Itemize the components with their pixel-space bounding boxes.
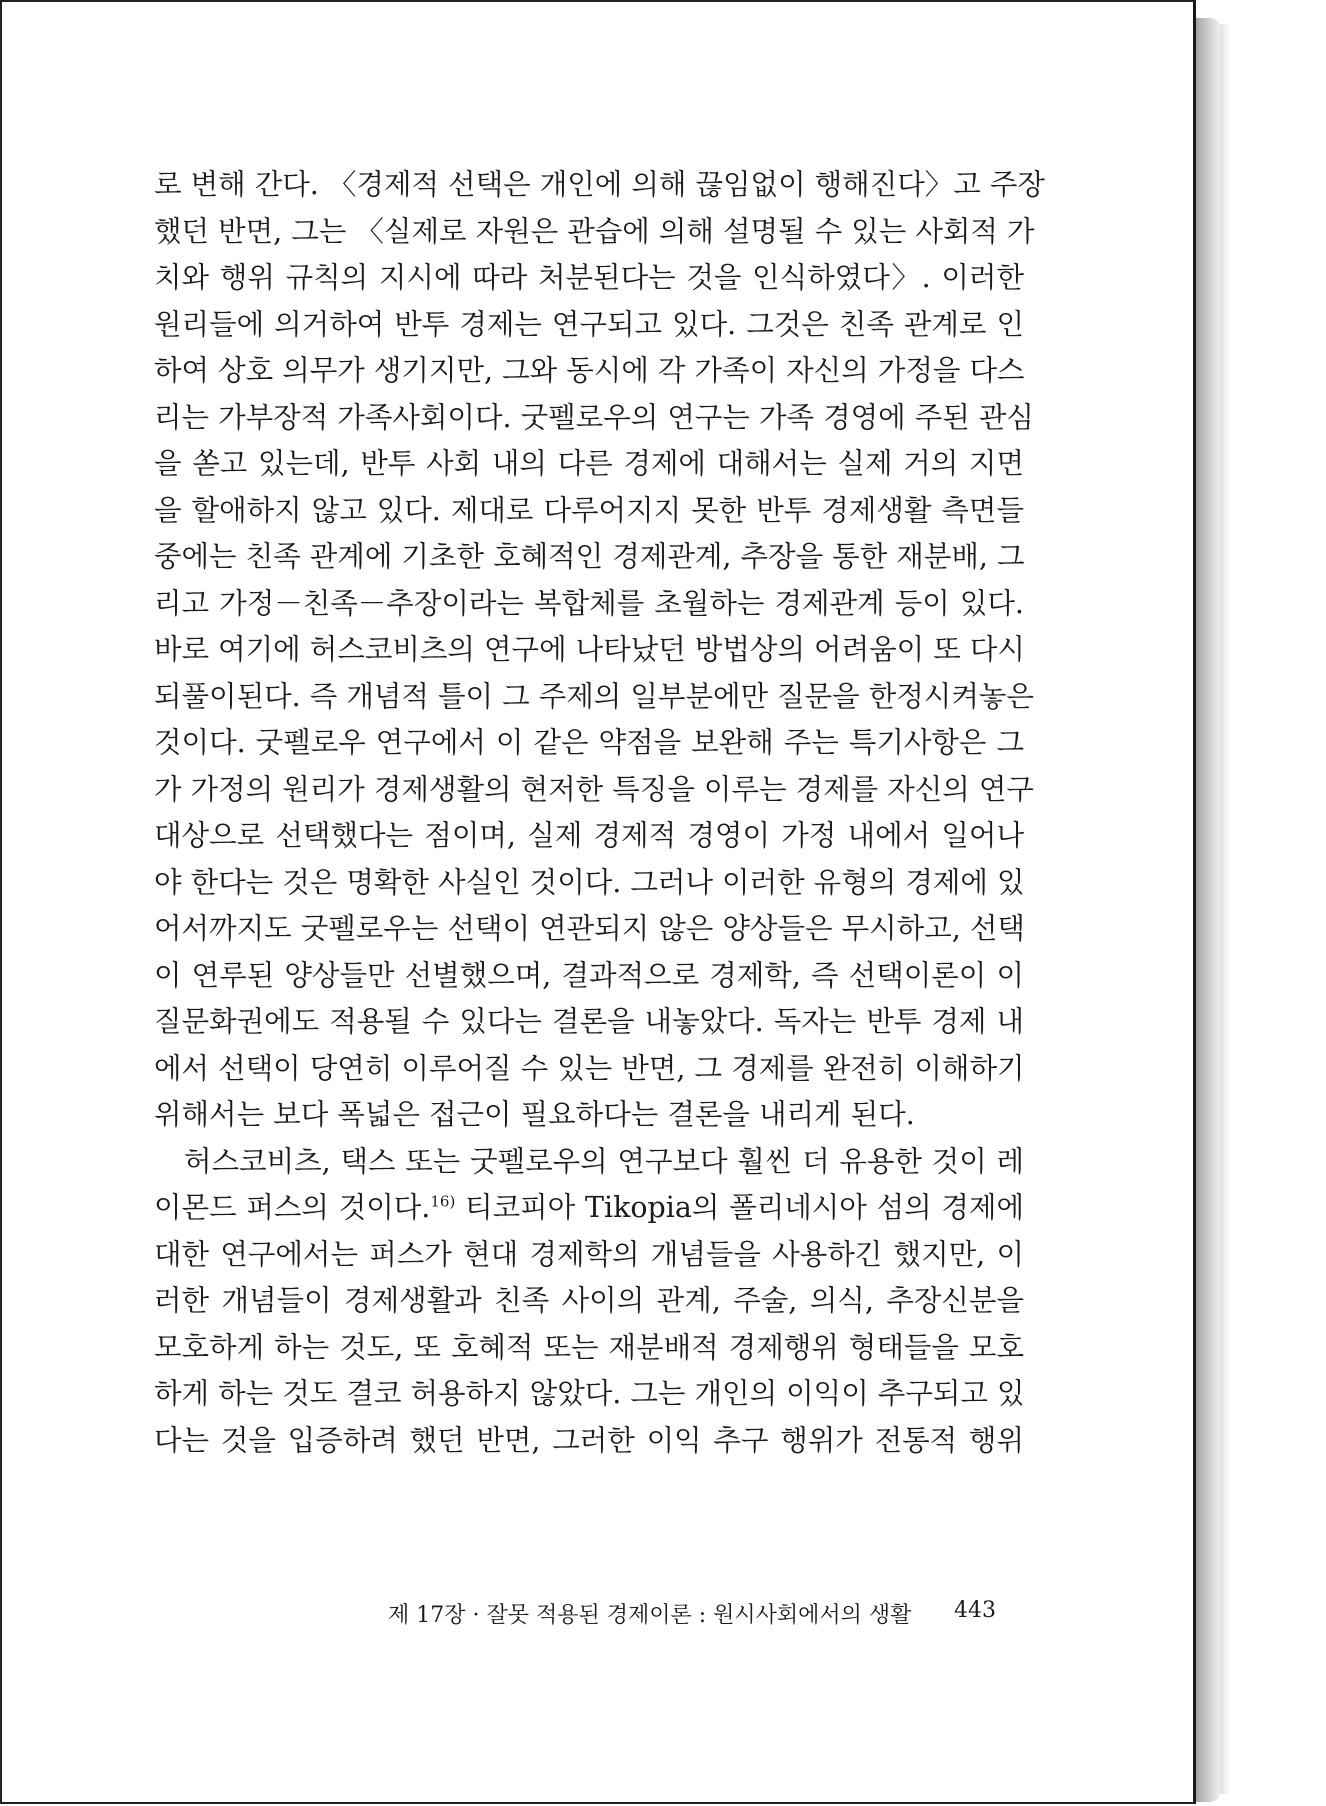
text-line: 대한 연구에서는 퍼스가 현대 경제학의 개념들을 사용하긴 했지만, 이 <box>154 1237 1024 1271</box>
text-line: 다는 것을 입증하려 했던 반면, 그러한 이익 추구 행위가 전통적 행위 <box>154 1423 1024 1457</box>
page-shadow <box>1220 24 1230 1794</box>
text-line: 로 변해 간다. 〈경제적 선택은 개인에 의해 끊임없이 행해진다〉고 주장 <box>154 168 1045 201</box>
running-footer <box>388 1598 996 1629</box>
text-line: 원리들에 의거하여 반투 경제는 연구되고 있다. 그것은 친족 관계로 인 <box>154 307 1024 341</box>
text-line: 했던 반면, 그는 〈실제로 자원은 관습에 의해 설명될 수 있는 사회적 가 <box>154 214 1035 248</box>
text-line: 모호하게 하는 것도, 또 호혜적 또는 재분배적 경제행위 형태들을 모호 <box>154 1330 1024 1364</box>
text-line: 중에는 친족 관계에 기초한 호혜적인 경제관계, 추장을 통한 재분배, 그 <box>154 540 1025 573</box>
text-line: 바로 여기에 허스코비츠의 연구에 나타났던 방법상의 어려움이 또 다시 <box>154 633 1025 666</box>
text-line: 에서 선택이 당연히 이루어질 수 있는 반면, 그 경제를 완전히 이해하기 <box>154 1051 1025 1085</box>
text-line: 대상으로 선택했다는 점이며, 실제 경제적 경영이 가정 내에서 일어나 <box>154 819 1024 852</box>
book-edge <box>1192 18 1220 1802</box>
text-line: 리는 가부장적 가족사회이다. 굿펠로우의 연구는 가족 경영에 주된 관심 <box>154 400 1034 434</box>
text-line: 하여 상호 의무가 생기지만, 그와 동시에 각 가족이 자신의 가정을 다스 <box>154 354 1025 387</box>
paragraph-end-line: 위해서는 보다 폭넓은 접근이 필요하다는 결론을 내리게 된다. <box>154 1098 915 1131</box>
text-line: 을 할애하지 않고 있다. 제대로 다루어지지 못한 반투 경제생활 측면들 <box>154 493 1024 527</box>
text-segment: 이몬드 퍼스의 것이다. <box>154 1191 431 1224</box>
page-number: 443 <box>954 1598 996 1623</box>
text-line: 야 한다는 것은 명확한 사실인 것이다. 그러나 이러한 유형의 경제에 있 <box>154 865 1025 899</box>
text-line: 질문화권에도 적용될 수 있다는 결론을 내놓았다. 독자는 반투 경제 내 <box>154 1005 1024 1038</box>
text-segment: 티코피아 Tikopia의 폴리네시아 섬의 경제에 <box>455 1191 1024 1224</box>
text-line: 러한 개념들이 경제생활과 친족 사이의 관계, 주술, 의식, 추장신분을 <box>154 1284 1024 1317</box>
text-line: 가 가정의 원리가 경제생활의 현저한 특징을 이루는 경제를 자신의 연구 <box>154 772 1034 806</box>
chapter-title: 제 17장 · 잘못 적용된 경제이론 : 원시사회에서의 생활 <box>388 1603 912 1628</box>
text-line: 되풀이된다. 즉 개념적 틀이 그 주제의 일부분에만 질문을 한정시켜놓은 <box>154 679 1034 713</box>
text-line-with-footnote <box>154 1185 1024 1232</box>
text-line: 하게 하는 것도 결코 허용하지 않았다. 그는 개인의 이익이 추구되고 있 <box>154 1377 1025 1410</box>
text-line: 리고 가정－친족－추장이라는 복합체를 초월하는 경제관계 등이 있다. <box>154 586 1024 620</box>
text-line: 어서까지도 굿펠로우는 선택이 연관되지 않은 양상들은 무시하고, 선택 <box>154 912 1025 945</box>
text-line: 치와 행위 규칙의 지시에 따라 처분된다는 것을 인식하였다〉. 이러한 <box>154 261 1024 294</box>
body-text <box>154 162 1045 1464</box>
text-line: 것이다. 굿펠로우 연구에서 이 같은 약점을 보완해 주는 특기사항은 그 <box>154 726 1024 759</box>
text-line: 이 연루된 양상들만 선별했으며, 결과적으로 경제학, 즉 선택이론이 이 <box>154 958 1024 992</box>
paragraph-start-line: 허스코비츠, 택스 또는 굿펠로우의 연구보다 훨씬 더 유용한 것이 레 <box>184 1144 1024 1178</box>
footnote-reference[interactable]: 16) <box>430 1192 456 1211</box>
text-line: 을 쏟고 있는데, 반투 사회 내의 다른 경제에 대해서는 실제 거의 지면 <box>154 447 1024 480</box>
